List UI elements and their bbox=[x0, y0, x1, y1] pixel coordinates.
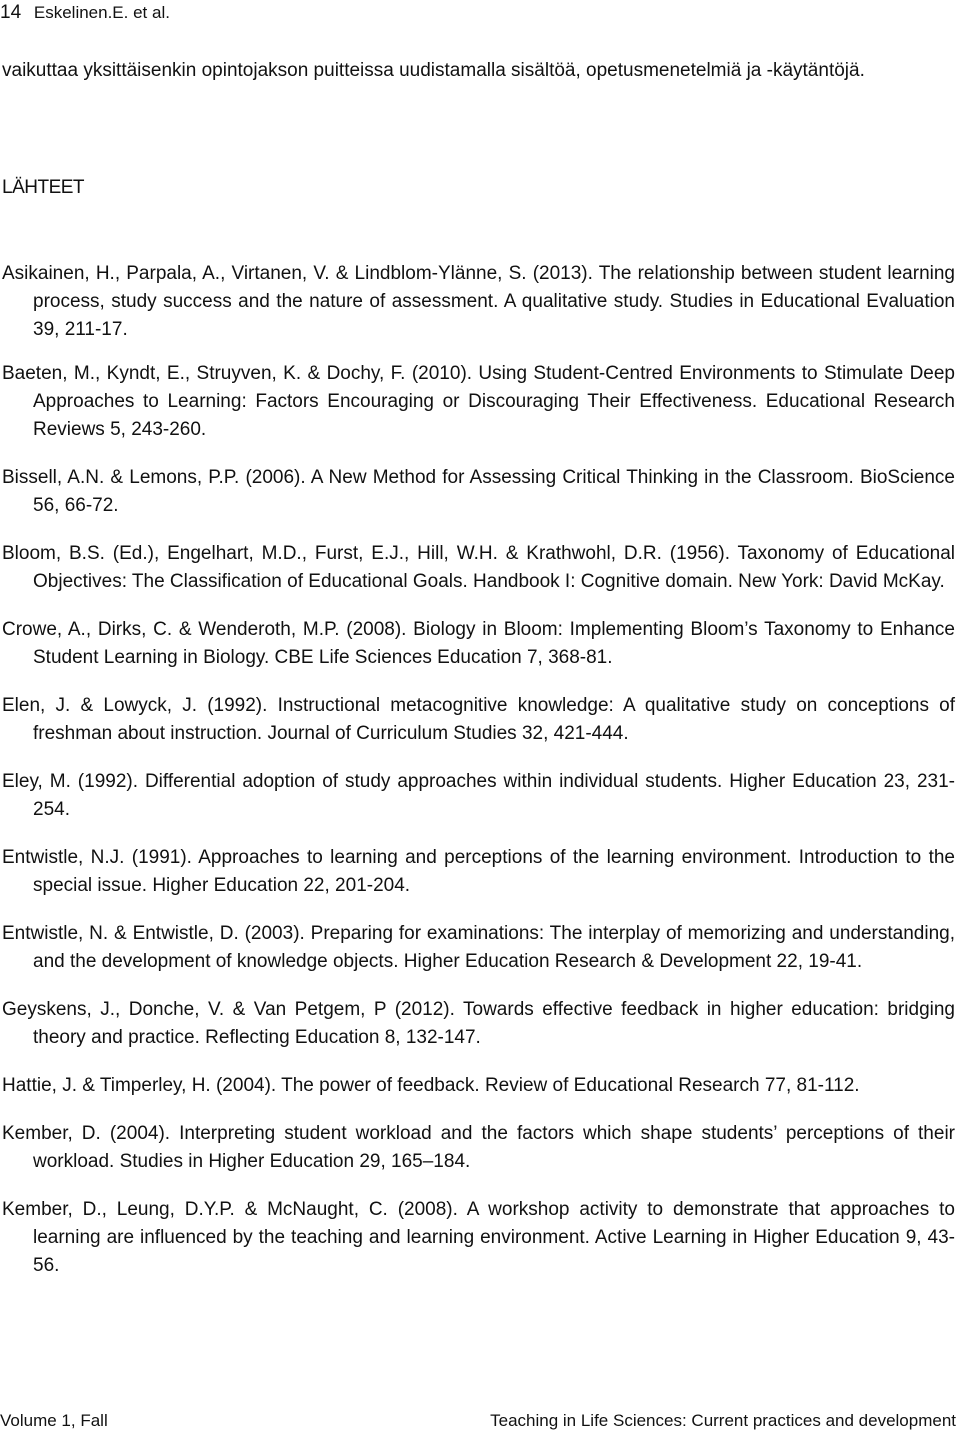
intro-paragraph: vaikuttaa yksittäisenkin opintojakson puitteissa uudistamalla sisältöä, opetusmenetelmiä ja -käytäntöjä. bbox=[2, 60, 865, 81]
reference-item: Hattie, J. & Timperley, H. (2004). The power of feedback. Review of Educational Research 77, 81-112. bbox=[2, 1075, 860, 1096]
reference-item: Bissell, A.N. & Lemons, P.P. (2006). A New Method for Assessing Critical Thinking in the Classroom. BioScience 56, 66-72. bbox=[2, 467, 955, 516]
references-heading: LÄHTEET bbox=[2, 177, 85, 198]
reference-item: Entwistle, N.J. (1991). Approaches to learning and perceptions of the learning environment. Introduction to the special issue. Higher Education 22, 201-204. bbox=[2, 847, 955, 896]
reference-item: Eley, M. (1992). Differential adoption of study approaches within individual students. Higher Education 23, 231-254. bbox=[2, 771, 955, 820]
page-number: 14 bbox=[0, 2, 22, 23]
reference-item: Geyskens, J., Donche, V. & Van Petgem, P (2012). Towards effective feedback in higher education: bridging theory and practice. Reflecting Education 8, 132-147. bbox=[2, 999, 955, 1048]
reference-item: Baeten, M., Kyndt, E., Struyven, K. & Dochy, F. (2010). Using Student-Centred Environments to Stimulate Deep Approaches to Learning: Factors Encouraging or Discouraging Their Effectiveness. Educational Research Reviews 5, 243-260. bbox=[2, 363, 955, 440]
reference-item: Kember, D. (2004). Interpreting student workload and the factors which shape students’ perceptions of their workload. Studies in Higher Education 29, 165–184. bbox=[2, 1123, 955, 1172]
footer-volume: Volume 1, Fall bbox=[0, 1411, 108, 1430]
running-head: Eskelinen.E. et al. bbox=[33, 3, 170, 22]
reference-item: Kember, D., Leung, D.Y.P. & McNaught, C. (2008). A workshop activity to demonstrate that approaches to learning are influenced by the teaching and learning environment. Active Learning in Higher Education 9, 43-56. bbox=[2, 1199, 955, 1276]
reference-item: Asikainen, H., Parpala, A., Virtanen, V. & Lindblom-Ylänne, S. (2013). The relationship between student learning process, study success and the nature of assessment. A qualitative study. Studies in Educational Evaluation 39, 211-17. bbox=[2, 263, 955, 340]
reference-item: Entwistle, N. & Entwistle, D. (2003). Preparing for examinations: The interplay of memorizing and understanding, and the development of knowledge objects. Higher Education Research & Development 22, 19-41. bbox=[2, 923, 955, 972]
reference-item: Bloom, B.S. (Ed.), Engelhart, M.D., Furst, E.J., Hill, W.H. & Krathwohl, D.R. (1956). Taxonomy of Educational Objectives: The Classification of Educational Goals. Handbook I: Cognitive domain. New York: David McKay. bbox=[2, 543, 955, 592]
reference-item: Crowe, A., Dirks, C. & Wenderoth, M.P. (2008). Biology in Bloom: Implementing Bloom’s Taxonomy to Enhance Student Learning in Biology. CBE Life Sciences Education 7, 368-81. bbox=[2, 619, 955, 668]
page-header bbox=[0, 2, 170, 24]
reference-item: Elen, J. & Lowyck, J. (1992). Instructional metacognitive knowledge: A qualitative study on conceptions of freshman about instruction. Journal of Curriculum Studies 32, 421-444. bbox=[2, 695, 955, 744]
footer-journal-title: Teaching in Life Sciences: Current practices and development bbox=[490, 1411, 956, 1430]
reference-list bbox=[2, 260, 955, 1300]
